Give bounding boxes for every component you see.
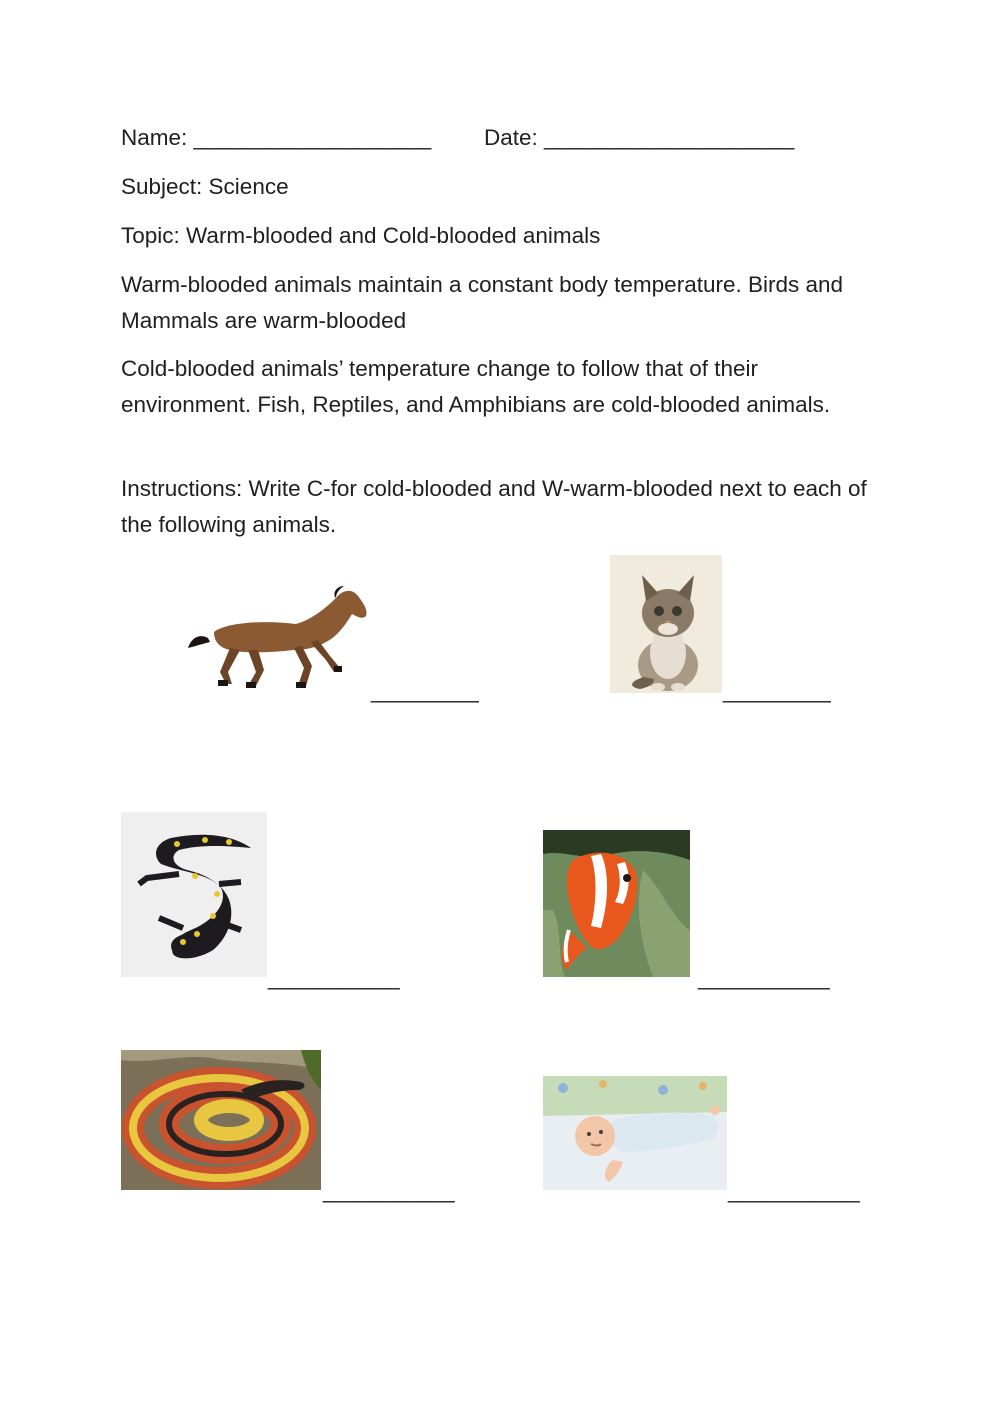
date-field-label: Date: ____________________ [484,125,795,150]
horse-image [186,580,370,692]
salamander-image [121,812,267,977]
baby-answer-blank[interactable]: ___________ [728,1178,860,1203]
kitten-image [610,555,722,693]
subject-line: Subject: Science [121,174,289,199]
snake-image [121,1050,321,1190]
salamander-answer-blank[interactable]: ___________ [268,965,400,990]
snake-answer-blank[interactable]: ___________ [323,1178,455,1203]
name-field-label: Name: ___________________ [121,125,432,150]
kitten-answer-blank[interactable]: _________ [723,678,831,703]
clownfish-answer-blank[interactable]: ___________ [698,965,830,990]
clownfish-image [543,830,690,977]
instructions-paragraph: Instructions: Write C-for cold-blooded and W-warm-blooded next to each of the following animals. [121,476,867,537]
horse-answer-blank[interactable]: _________ [371,678,479,703]
topic-line: Topic: Warm-blooded and Cold-blooded animals [121,223,601,248]
cold-blooded-paragraph: Cold-blooded animals’ temperature change to follow that of their environment. Fish, Reptiles, and Amphibians are cold-blooded animals. [121,356,831,417]
warm-blooded-paragraph: Warm-blooded animals maintain a constant body temperature. Birds and Mammals are warm-blooded [121,272,844,333]
baby-image [543,1076,727,1190]
